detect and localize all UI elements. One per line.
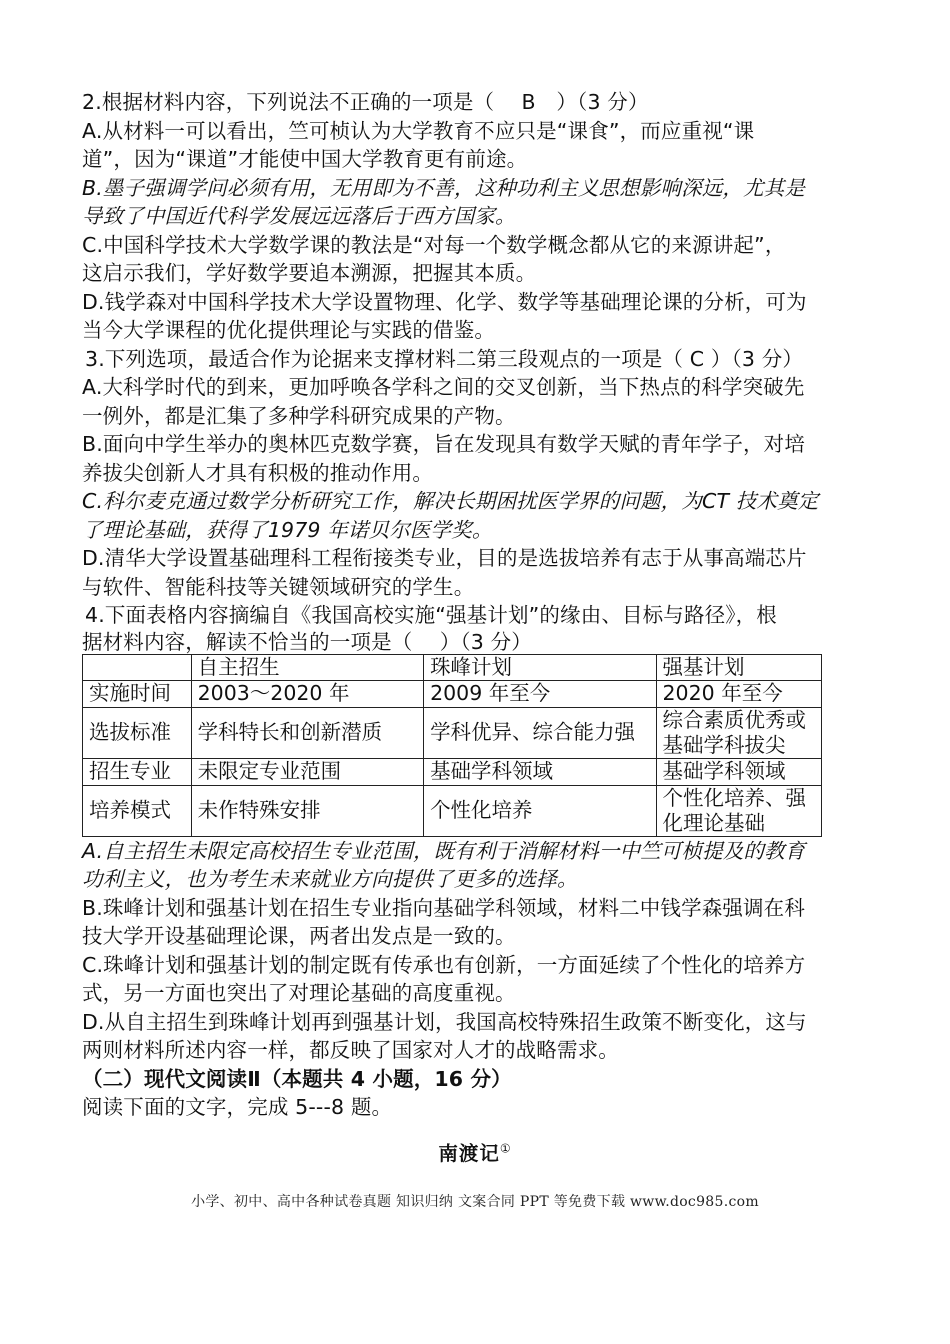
- q2-option-b-line2: 导致了中国近代科学发展远远落后于西方国家。: [82, 204, 516, 228]
- q2-option-d-line2: 当今大学课程的优化提供理论与实践的借鉴。: [82, 318, 495, 342]
- q3-stem: 3.下列选项，最适合作为论据来支撑材料二第三段观点的一项是（ C ）（3 分）: [85, 346, 804, 371]
- passage-title: [0, 1138, 950, 1166]
- q3-option-d-line2: 与软件、智能科技等关键领域研究的学生。: [82, 574, 475, 599]
- q3-option-a-line2: 一例外，都是汇集了多种学科研究成果的产物。: [82, 403, 516, 428]
- q2-option-c-line2: 这启示我们，学好数学要追本溯源，把握其本质。: [82, 261, 537, 285]
- table-cell: 培养模式: [83, 785, 192, 836]
- table-cell: 2020 年至今: [656, 680, 821, 707]
- q4-option-a-line1: A.自主招生未限定高校招生专业范围，既有利于消解材料一中竺可桢提及的教育: [82, 838, 806, 863]
- q4-option-b-line2: 技大学开设基础理论课，两者出发点是一致的。: [82, 924, 516, 948]
- table-cell: 2003～2020 年: [191, 680, 423, 707]
- table-cell: 学科优异、综合能力强: [424, 707, 656, 758]
- section-instruction: 阅读下面的文字，完成 5---8 题。: [82, 1095, 393, 1119]
- table-row: [83, 680, 822, 707]
- q3-option-c-line2: 了理论基础，获得了1979 年诺贝尔医学奖。: [82, 517, 493, 542]
- table-header-cell: 珠峰计划: [424, 654, 656, 680]
- q4-stem-line1: 4.下面表格内容摘编自《我国高校实施“强基计划”的缘由、目标与路径》，根: [85, 603, 777, 627]
- comparison-table: [82, 654, 822, 837]
- q4-option-b-line1: B.珠峰计划和强基计划在招生专业指向基础学科领域，材料二中钱学森强调在科: [82, 895, 805, 920]
- q2-option-c-line1: C.中国科学技术大学数学课的教法是“对每一个数学概念都从它的来源讲起”，: [82, 232, 786, 257]
- section-heading: （二）现代文阅读Ⅱ（本题共 4 小题，16 分）: [82, 1066, 512, 1091]
- table-cell: 基础学科领域: [656, 758, 821, 785]
- table-header-cell: 自主招生: [191, 654, 423, 680]
- q4-option-a-line2: 功利主义，也为考生未来就业方向提供了更多的选择。: [82, 867, 578, 891]
- table-cell: 个性化培养: [424, 785, 656, 836]
- table-cell: 未限定专业范围: [191, 758, 423, 785]
- q2-option-a-line2: 道”，因为“课道”才能使中国大学教育更有前途。: [82, 147, 528, 171]
- q3-option-b-line2: 养拔尖创新人才具有积极的推动作用。: [82, 460, 434, 485]
- table-cell: 选拔标准: [83, 707, 192, 758]
- table-row: [83, 785, 822, 836]
- q4-option-d-line1: D.从自主招生到珠峰计划再到强基计划，我国高校特殊招生政策不断变化，这与: [82, 1009, 807, 1034]
- passage-title-text: 南渡记: [438, 1142, 500, 1165]
- table-cell: 实施时间: [83, 680, 192, 707]
- table-header-cell: 强基计划: [656, 654, 821, 680]
- table-header-cell: [83, 654, 192, 680]
- table-cell: 基础学科领域: [424, 758, 656, 785]
- table-cell: 招生专业: [83, 758, 192, 785]
- document-body: [82, 88, 872, 1122]
- table-cell: 2009 年至今: [424, 680, 656, 707]
- table-header-row: [83, 654, 822, 680]
- q4-option-c-line1: C.珠峰计划和强基计划的制定既有传承也有创新，一方面延续了个性化的培养方: [82, 952, 806, 977]
- q4-stem-line2: 据材料内容，解读不恰当的一项是（ ）（3 分）: [82, 629, 532, 654]
- q2-stem: 2.根据材料内容，下列说法不正确的一项是（ B ）（3 分）: [82, 90, 649, 114]
- q2-option-d-line1: D.钱学森对中国科学技术大学设置物理、化学、数学等基础理论课的分析，可为: [82, 289, 807, 314]
- table-cell: 综合素质优秀或基础学科拔尖: [656, 707, 821, 758]
- table-cell: 学科特长和创新潜质: [191, 707, 423, 758]
- q3-option-a-line1: A.大科学时代的到来，更加呼唤各学科之间的交叉创新，当下热点的科学突破先: [82, 375, 805, 399]
- q4-option-c-line2: 式，另一方面也突出了对理论基础的高度重视。: [82, 981, 516, 1005]
- q4-option-d-line2: 两则材料所述内容一样，都反映了国家对人才的战略需求。: [82, 1038, 619, 1062]
- q2-option-b-line1: B.墨子强调学问必须有用，无用即为不善，这种功利主义思想影响深远，尤其是: [82, 175, 805, 200]
- q3-option-b-line1: B.面向中学生举办的奥林匹克数学赛，旨在发现具有数学天赋的青年学子，对培: [82, 432, 805, 456]
- footnote-marker: ①: [499, 1141, 512, 1156]
- table-cell: 个性化培养、强化理论基础: [656, 785, 821, 836]
- table-cell: 未作特殊安排: [191, 785, 423, 836]
- table-row: [83, 758, 822, 785]
- q2-option-a-line1: A.从材料一可以看出，竺可桢认为大学教育不应只是“课食”，而应重视“课: [82, 118, 755, 143]
- q3-option-d-line1: D.清华大学设置基础理科工程衔接类专业，目的是选拔培养有志于从事高端芯片: [82, 546, 807, 570]
- table-row: [83, 707, 822, 758]
- q3-option-c-line1: C.科尔麦克通过数学分析研究工作，解决长期困扰医学界的问题，为CT 技术奠定: [82, 489, 819, 513]
- page-footer: 小学、初中、高中各种试卷真题 知识归纳 文案合同 PPT 等免费下载 www.doc985.com: [191, 1194, 759, 1210]
